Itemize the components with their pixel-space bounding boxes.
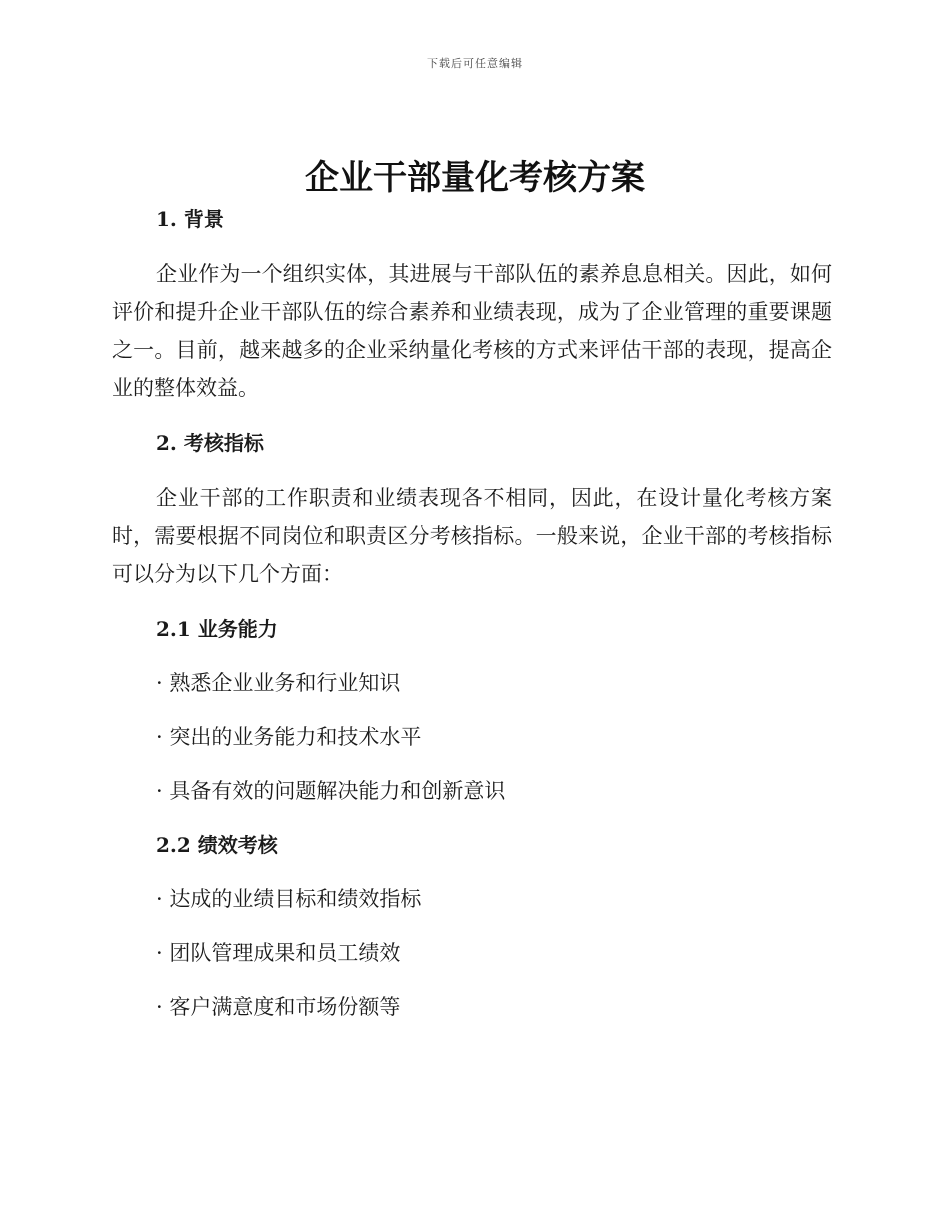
section-heading-indicators: 2. 考核指标 [156, 431, 264, 455]
section-heading-background: 1. 背景 [156, 207, 224, 231]
document-body [112, 200, 832, 1026]
indicators-paragraph: 企业干部的工作职责和业绩表现各不相同，因此，在设计量化考核方案时，需要根据不同岗位和职责区分考核指标。一般来说，企业干部的考核指标可以分为以下几个方面： [112, 486, 832, 586]
list-item: · 突出的业务能力和技术水平 [156, 725, 422, 749]
background-paragraph: 企业作为一个组织实体，其进展与干部队伍的素养息息相关。因此，如何评价和提升企业干部队伍的综合素养和业绩表现，成为了企业管理的重要课题之一。目前，越来越多的企业采纳量化考核的方式来评估干部的表现，提高企业的整体效益。 [112, 262, 832, 400]
list-item: · 具备有效的问题解决能力和创新意识 [156, 779, 506, 803]
list-item: · 熟悉企业业务和行业知识 [156, 671, 401, 695]
section-heading-business-ability: 2.1 业务能力 [156, 617, 278, 641]
list-item: · 客户满意度和市场份额等 [156, 995, 401, 1019]
list-item: · 达成的业绩目标和绩效指标 [156, 887, 422, 911]
page-header-note: 下载后可任意编辑 [427, 57, 523, 70]
list-item: · 团队管理成果和员工绩效 [156, 941, 401, 965]
section-heading-performance: 2.2 绩效考核 [156, 833, 278, 857]
document-title: 企业干部量化考核方案 [305, 158, 645, 198]
